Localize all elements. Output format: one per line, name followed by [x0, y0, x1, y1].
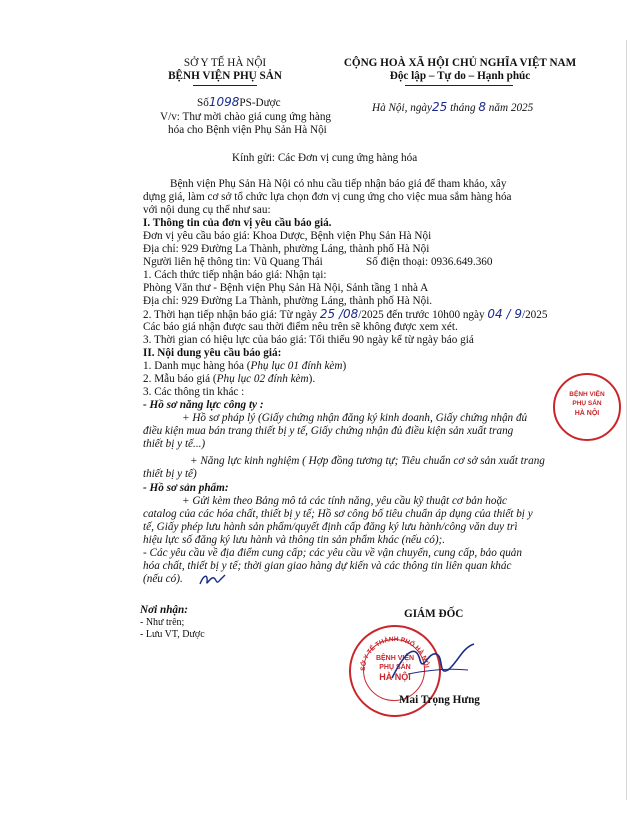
stamp-center-line-3: HÀ NỘI: [379, 672, 411, 682]
item-1-close: ): [342, 360, 347, 372]
item-2-appendix: Phụ lục 02 đính kèm: [216, 373, 309, 385]
late-note: Các báo giá nhận được sau thời điểm nêu trên sẽ không được xem xét.: [143, 321, 458, 333]
hospital-name: BỆNH VIỆN PHỤ SẢN: [168, 70, 282, 82]
subject-line-1: V/v: Thư mời chào giá cung ứng hàng: [160, 111, 332, 123]
date-line: [372, 101, 533, 115]
deadline: [143, 308, 547, 322]
validity: 3. Thời gian có hiệu lực của báo giá: Tối thiểu 90 ngày kể từ ngày báo giá: [143, 334, 474, 346]
experience-line-1: + Năng lực kinh nghiệm ( Hợp đồng tương tự; Tiêu chuẩn cơ sở sản xuất trang: [190, 455, 545, 467]
stamp-ring-label: SỞ Y TẾ THÀNH PHỐ HÀ NỘI: [359, 635, 430, 672]
other-line-2: hóa chất, thiết bị y tế; thời gian giao hàng dự kiến và các thông tin liên quan khác: [143, 560, 512, 572]
item-1-appendix: Phụ lục 01 đính kèm: [250, 360, 343, 372]
subject-line-2: hóa cho Bệnh viện Phụ Sản Hà Nội: [168, 124, 327, 136]
signer-position: GIÁM ĐỐC: [404, 608, 464, 620]
other-line-3: (nếu có).: [143, 573, 183, 585]
ministry-name: SỞ Y TẾ HÀ NỘI: [183, 57, 267, 69]
signer-name: Mai Trọng Hưng: [399, 694, 480, 706]
intro-line-1: Bệnh viện Phụ Sản Hà Nội có nhu cầu tiếp nhận báo giá để tham khảo, xây: [170, 178, 507, 190]
item-3: 3. Các thông tin khác :: [143, 386, 245, 398]
recipient-2: - Lưu VT, Dược: [140, 629, 205, 640]
section-2-title: II. Nội dung yêu cầu báo giá:: [143, 347, 282, 359]
product-line-2: catalog của các hóa chất, thiết bị y tế; Hồ sơ công bố tiêu chuẩn áp dụng của thiết bị y: [143, 508, 533, 520]
item-1: [143, 360, 346, 373]
receive-method: 1. Cách thức tiếp nhận báo giá: Nhận tại:: [143, 269, 327, 281]
side-seal-line-3: HÀ NỘI: [574, 410, 600, 417]
doc-no-suffix: PS-Dược: [239, 97, 281, 109]
scan-edge-line: [626, 40, 627, 800]
date-month: 8: [478, 100, 486, 114]
director-signature-icon: [388, 640, 478, 690]
stamp-center-line-1: BỆNH VIỆN: [375, 655, 415, 662]
deadline-text-a: 2. Thời hạn tiếp nhận báo giá: Từ ngày: [143, 309, 318, 321]
header-left-rule: [193, 85, 257, 86]
item-2: [143, 373, 315, 386]
receive-place: Phòng Văn thư - Bệnh viện Phụ Sản Hà Nội, Sảnh tầng 1 nhà A: [143, 282, 429, 294]
national-title: CỘNG HOÀ XÃ HỘI CHỦ NGHĨA VIỆT NAM: [343, 57, 577, 69]
deadline-to-handwritten: 04 / 9: [487, 307, 522, 321]
initial-signature-icon: [198, 572, 228, 588]
item-2-text: 2. Mẫu báo giá (: [143, 373, 217, 385]
other-line-1: - Các yêu cầu về địa điểm cung cấp; các yêu cầu về vận chuyển, cung cấp, bảo quản: [143, 547, 522, 559]
side-seal-stamp: [553, 373, 621, 441]
date-month-label: tháng: [450, 102, 476, 114]
recipient-1: - Như trên;: [140, 617, 185, 628]
stamp-center-line-2: PHỤ SẢN: [379, 664, 411, 671]
header-right-rule: [405, 85, 513, 86]
date-prefix: Hà Nội, ngày: [372, 102, 432, 114]
document-number: [197, 96, 281, 110]
recipients-title: Nơi nhận:: [140, 604, 188, 616]
deadline-from-handwritten: 25 /08: [319, 307, 359, 321]
item-1-text: 1. Danh mục hàng hóa (: [143, 360, 251, 372]
legal-line-3: thiết bị y tế...): [143, 438, 206, 450]
product-line-4: hiệu lực số đăng ký lưu hành và thông tin sản phẩm khác (nếu có);.: [143, 534, 446, 546]
side-seal-line-2: PHỤ SẢN: [572, 400, 602, 407]
deadline-text-c: /2025: [521, 309, 548, 321]
greeting: Kính gửi: Các Đơn vị cung ứng hàng hóa: [232, 152, 418, 164]
doc-no-prefix: Số: [197, 97, 209, 109]
deadline-text-b: /2025 đến trước 10h00 ngày: [358, 309, 485, 321]
side-seal-line-1: BỆNH VIỆN: [569, 391, 605, 398]
capacity-title: - Hồ sơ năng lực công ty :: [143, 399, 264, 411]
requesting-unit: Đơn vị yêu cầu báo giá: Khoa Dược, Bệnh viện Phụ Sản Hà Nội: [143, 230, 432, 242]
doc-no-handwritten: 1098: [208, 95, 240, 109]
legal-line-1: + Hồ sơ pháp lý (Giấy chứng nhận đăng ký kinh doanh, Giấy chứng nhận đủ: [182, 412, 528, 424]
section-1-title: I. Thông tin của đơn vị yêu cầu báo giá.: [143, 217, 332, 229]
experience-line-2: thiết bị y tế): [143, 468, 197, 480]
item-2-close: ).: [308, 373, 316, 385]
product-line-1: + Gửi kèm theo Bảng mô tả các tính năng, yêu cầu kỹ thuật cơ bản hoặc: [182, 495, 508, 507]
intro-line-2: dựng giá, làm cơ sở tổ chức lựa chọn đơn vị cung ứng cho việc mua sắm hàng hóa: [143, 191, 512, 203]
legal-line-2: điều kiện mua bán trang thiết bị y tế, Giấy chứng nhận đủ điều kiện sản xuất trang: [143, 425, 514, 437]
intro-line-3: với nội dung cụ thể như sau:: [143, 204, 271, 216]
national-motto: Độc lập – Tự do – Hạnh phúc: [389, 70, 531, 82]
unit-address: Địa chỉ: 929 Đường La Thành, phường Láng, thành phố Hà Nội: [143, 243, 430, 255]
contact-person: Người liên hệ thông tin: Vũ Quang Thái: [143, 256, 323, 268]
product-title: - Hồ sơ sản phẩm:: [143, 482, 229, 494]
contact-phone: Số điện thoại: 0936.649.360: [366, 256, 493, 268]
date-day: 25: [431, 100, 448, 114]
date-year: năm 2025: [488, 102, 534, 114]
receive-address: Địa chỉ: 929 Đường La Thành, phường Láng, thành phố Hà Nội.: [143, 295, 433, 307]
product-line-3: tế, Giấy phép lưu hành sản phẩm/quyết định cấp đăng ký lưu hành/công văn duy trì: [143, 521, 518, 533]
